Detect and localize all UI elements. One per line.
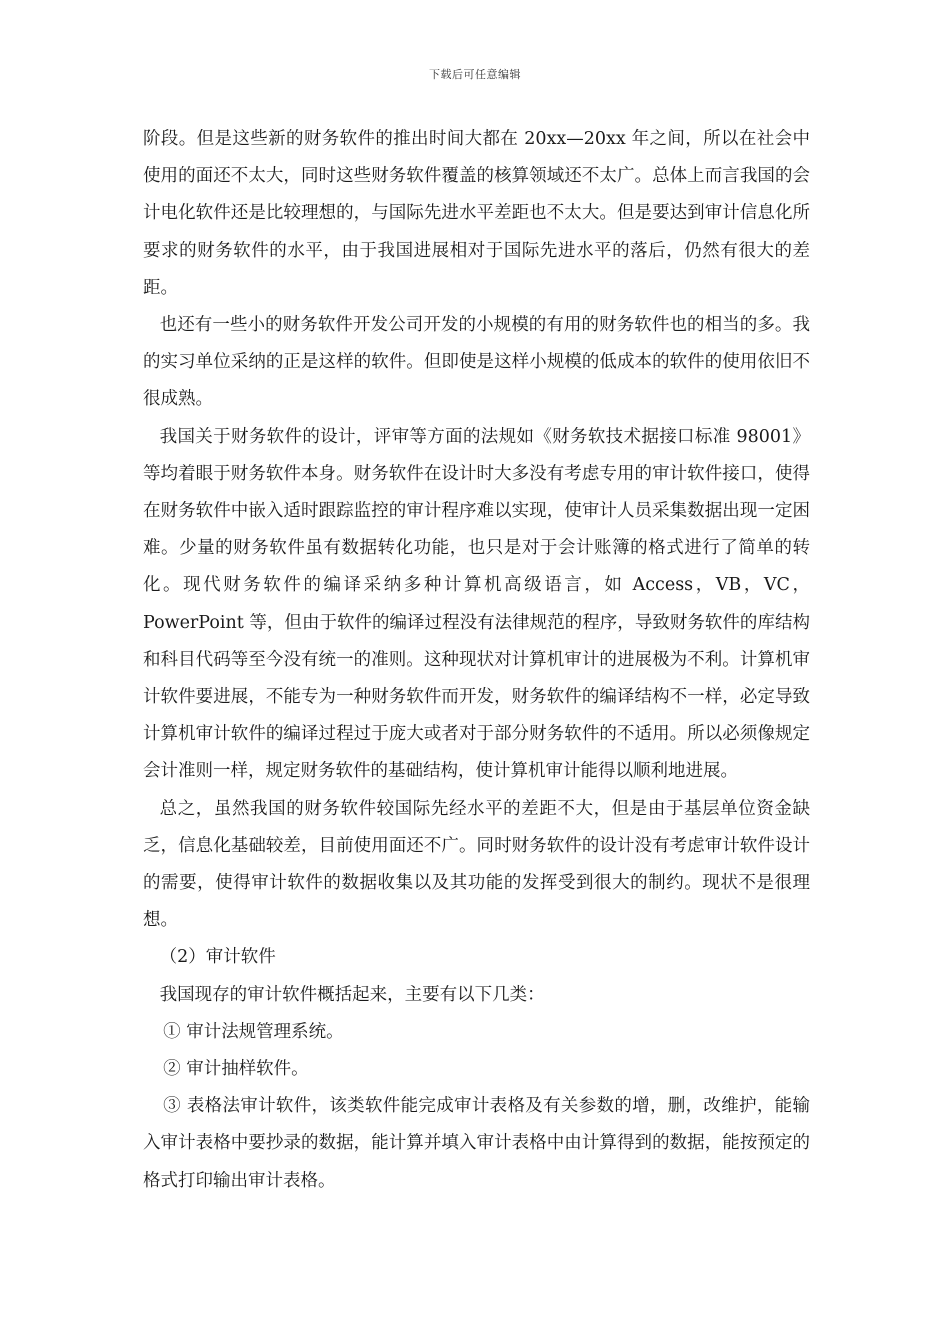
- paragraph-small-software: 也还有一些小的财务软件开发公司开发的小规模的有用的财务软件也的相当的多。我的实习单位采纳的正是这样的软件。但即使是这样小规模的低成本的软件的使用依旧不很成熟。: [143, 315, 810, 410]
- page-header: 下载后可任意编辑: [429, 68, 521, 81]
- list-item-table-software: ③ 表格法审计软件，该类软件能完成审计表格及有关参数的增，删，改维护，能输入审计表格中要抄录的数据，能计算并填入审计表格中由计算得到的数据，能按预定的格式打印输出审计表格。: [143, 1096, 810, 1191]
- paragraph-continuation: 阶段。但是这些新的财务软件的推出时间大都在 20xx—20xx 年之间，所以在社会中使用的面还不太大，同时这些财务软件覆盖的核算领域还不太广。总体上而言我国的会计电化软件还是比较理想的，与国际先进水平差距也不太大。但是要达到审计信息化所要求的财务软件的水平，由于我国进展相对于国际先进水平的落后，仍然有很大的差距。: [143, 129, 810, 298]
- list-item-sampling-software: ② 审计抽样软件。: [163, 1059, 309, 1080]
- paragraph-summary: 总之，虽然我国的财务软件较国际先经水平的差距不大，但是由于基层单位资金缺乏，信息化基础较差，目前使用面还不广。同时财务软件的设计没有考虑审计软件设计的需要，使得审计软件的数据收集以及其功能的发挥受到很大的制约。现状不是很理想。: [143, 798, 810, 931]
- document-body: [143, 121, 810, 1200]
- paragraph-audit-software-intro: 我国现存的审计软件概括起来，主要有以下几类：: [159, 984, 545, 1005]
- paragraph-regulations: 我国关于财务软件的设计，评审等方面的法规如《财务软技术据接口标准 98001》等均着眼于财务软件本身。财务软件在设计时大多没有考虑专用的审计软件接口，使得在财务软件中嵌入适时跟踪监控的审计程序难以实现，使审计人员采集数据出现一定困难。少量的财务软件虽有数据转化功能，也只是对于会计账簿的格式进行了简单的转化。现代财务软件的编译采纳多种计算机高级语言，如 Access，VB，VC，PowerPoint 等，但由于软件的编译过程没有法律规范的程序，导致财务软件的库结构和科目代码等至今没有统一的准则。这种现状对计算机审计的进展极为不利。计算机审计软件要进展，不能专为一种财务软件而开发，财务软件的编译结构不一样，必定导致计算机审计软件的编译过程过于庞大或者对于部分财务软件的不适用。所以必须像规定会计准则一样，规定财务软件的基础结构，使计算机审计能得以顺利地进展。: [143, 426, 810, 782]
- section-heading-audit-software: （2）审计软件: [159, 947, 276, 968]
- list-item-regulation-system: ① 审计法规管理系统。: [163, 1021, 344, 1042]
